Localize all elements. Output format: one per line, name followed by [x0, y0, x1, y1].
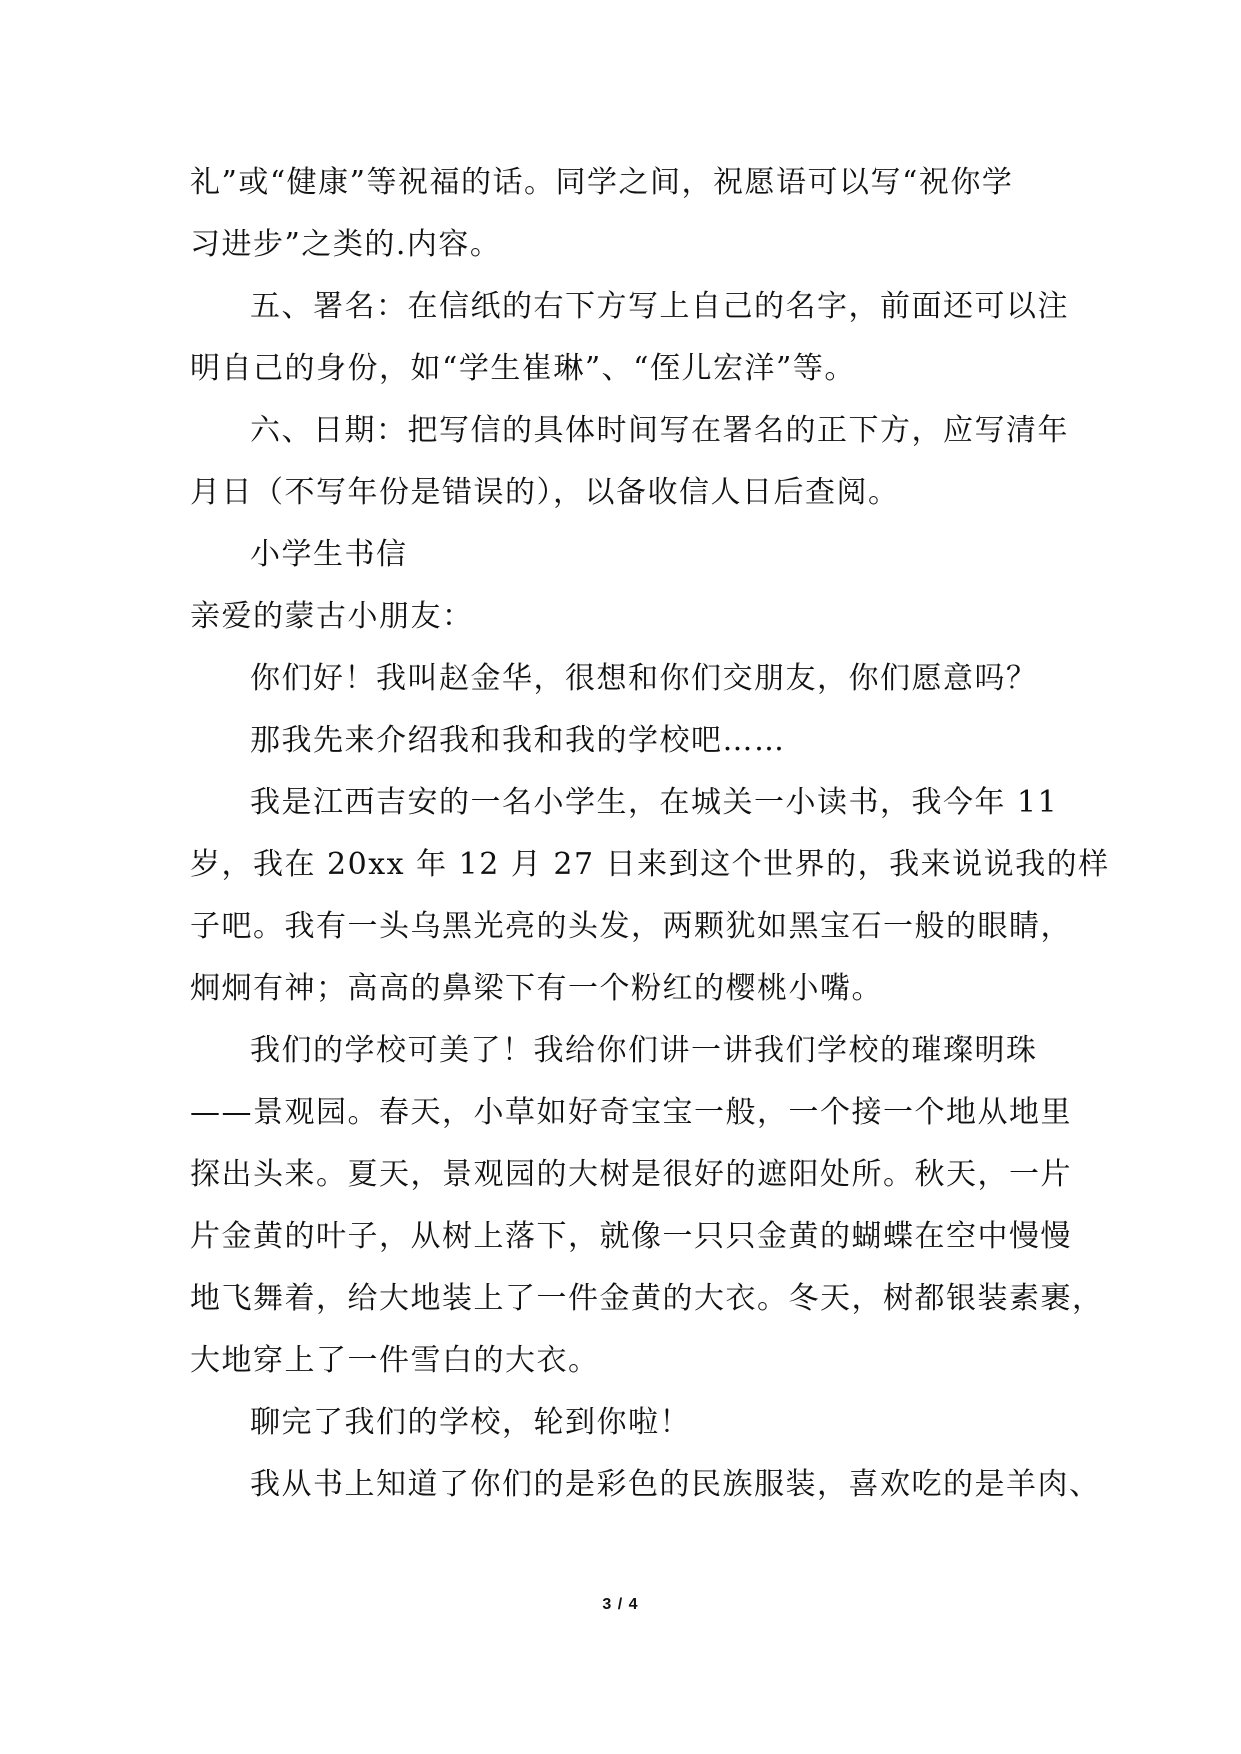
- text-line: 习进步”之类的.内容。: [190, 227, 502, 262]
- text-line: ——景观园。春天，小草如好奇宝宝一般，一个接一个地从地里: [190, 1095, 1072, 1130]
- text-line: 月日（不写年份是错误的），以备收信人日后查阅。: [190, 475, 900, 510]
- text-line: 那我先来介绍我和我和我的学校吧……: [250, 723, 786, 758]
- text-line: 六、日期：把写信的具体时间写在署名的正下方，应写清年: [250, 413, 1069, 448]
- section-heading: 小学生书信: [250, 537, 408, 572]
- text-line: 炯炯有神；高高的鼻梁下有一个粉红的樱桃小嘴。: [190, 971, 883, 1006]
- text-line: 我们的学校可美了！我给你们讲一讲我们学校的璀璨明珠: [250, 1033, 1038, 1068]
- text-line: 岁，我在 20xx 年 12 月 27 日来到这个世界的，我来说说我的样: [190, 847, 1110, 882]
- document-body: [190, 152, 1110, 1516]
- text-line: 礼”或“健康”等祝福的话。同学之间，祝愿语可以写“祝你学: [190, 165, 1014, 200]
- text-line: 地飞舞着，给大地装上了一件金黄的大衣。冬天，树都银装素裹，: [190, 1281, 1104, 1316]
- text-line: 片金黄的叶子，从树上落下，就像一只只金黄的蝴蝶在空中慢慢: [190, 1219, 1072, 1254]
- text-line: 明自己的身份，如“学生崔琳”、“侄儿宏洋”等。: [190, 351, 856, 386]
- text-line: 我是江西吉安的一名小学生，在城关一小读书，我今年 11: [250, 785, 1059, 820]
- text-line: 子吧。我有一头乌黑光亮的头发，两颗犹如黑宝石一般的眼睛，: [190, 909, 1072, 944]
- text-line: 聊完了我们的学校，轮到你啦！: [250, 1405, 691, 1440]
- letter-salutation: 亲爱的蒙古小朋友：: [190, 599, 474, 634]
- page-number: 3 / 4: [602, 1596, 639, 1613]
- text-line: 大地穿上了一件雪白的大衣。: [190, 1343, 600, 1378]
- text-line: 五、署名：在信纸的右下方写上自己的名字，前面还可以注: [250, 289, 1069, 324]
- text-line: 探出头来。夏天，景观园的大树是很好的遮阳处所。秋天，一片: [190, 1157, 1072, 1192]
- text-line: 我从书上知道了你们的是彩色的民族服装，喜欢吃的是羊肉、: [250, 1467, 1101, 1502]
- text-line: 你们好！我叫赵金华，很想和你们交朋友，你们愿意吗？: [250, 661, 1038, 696]
